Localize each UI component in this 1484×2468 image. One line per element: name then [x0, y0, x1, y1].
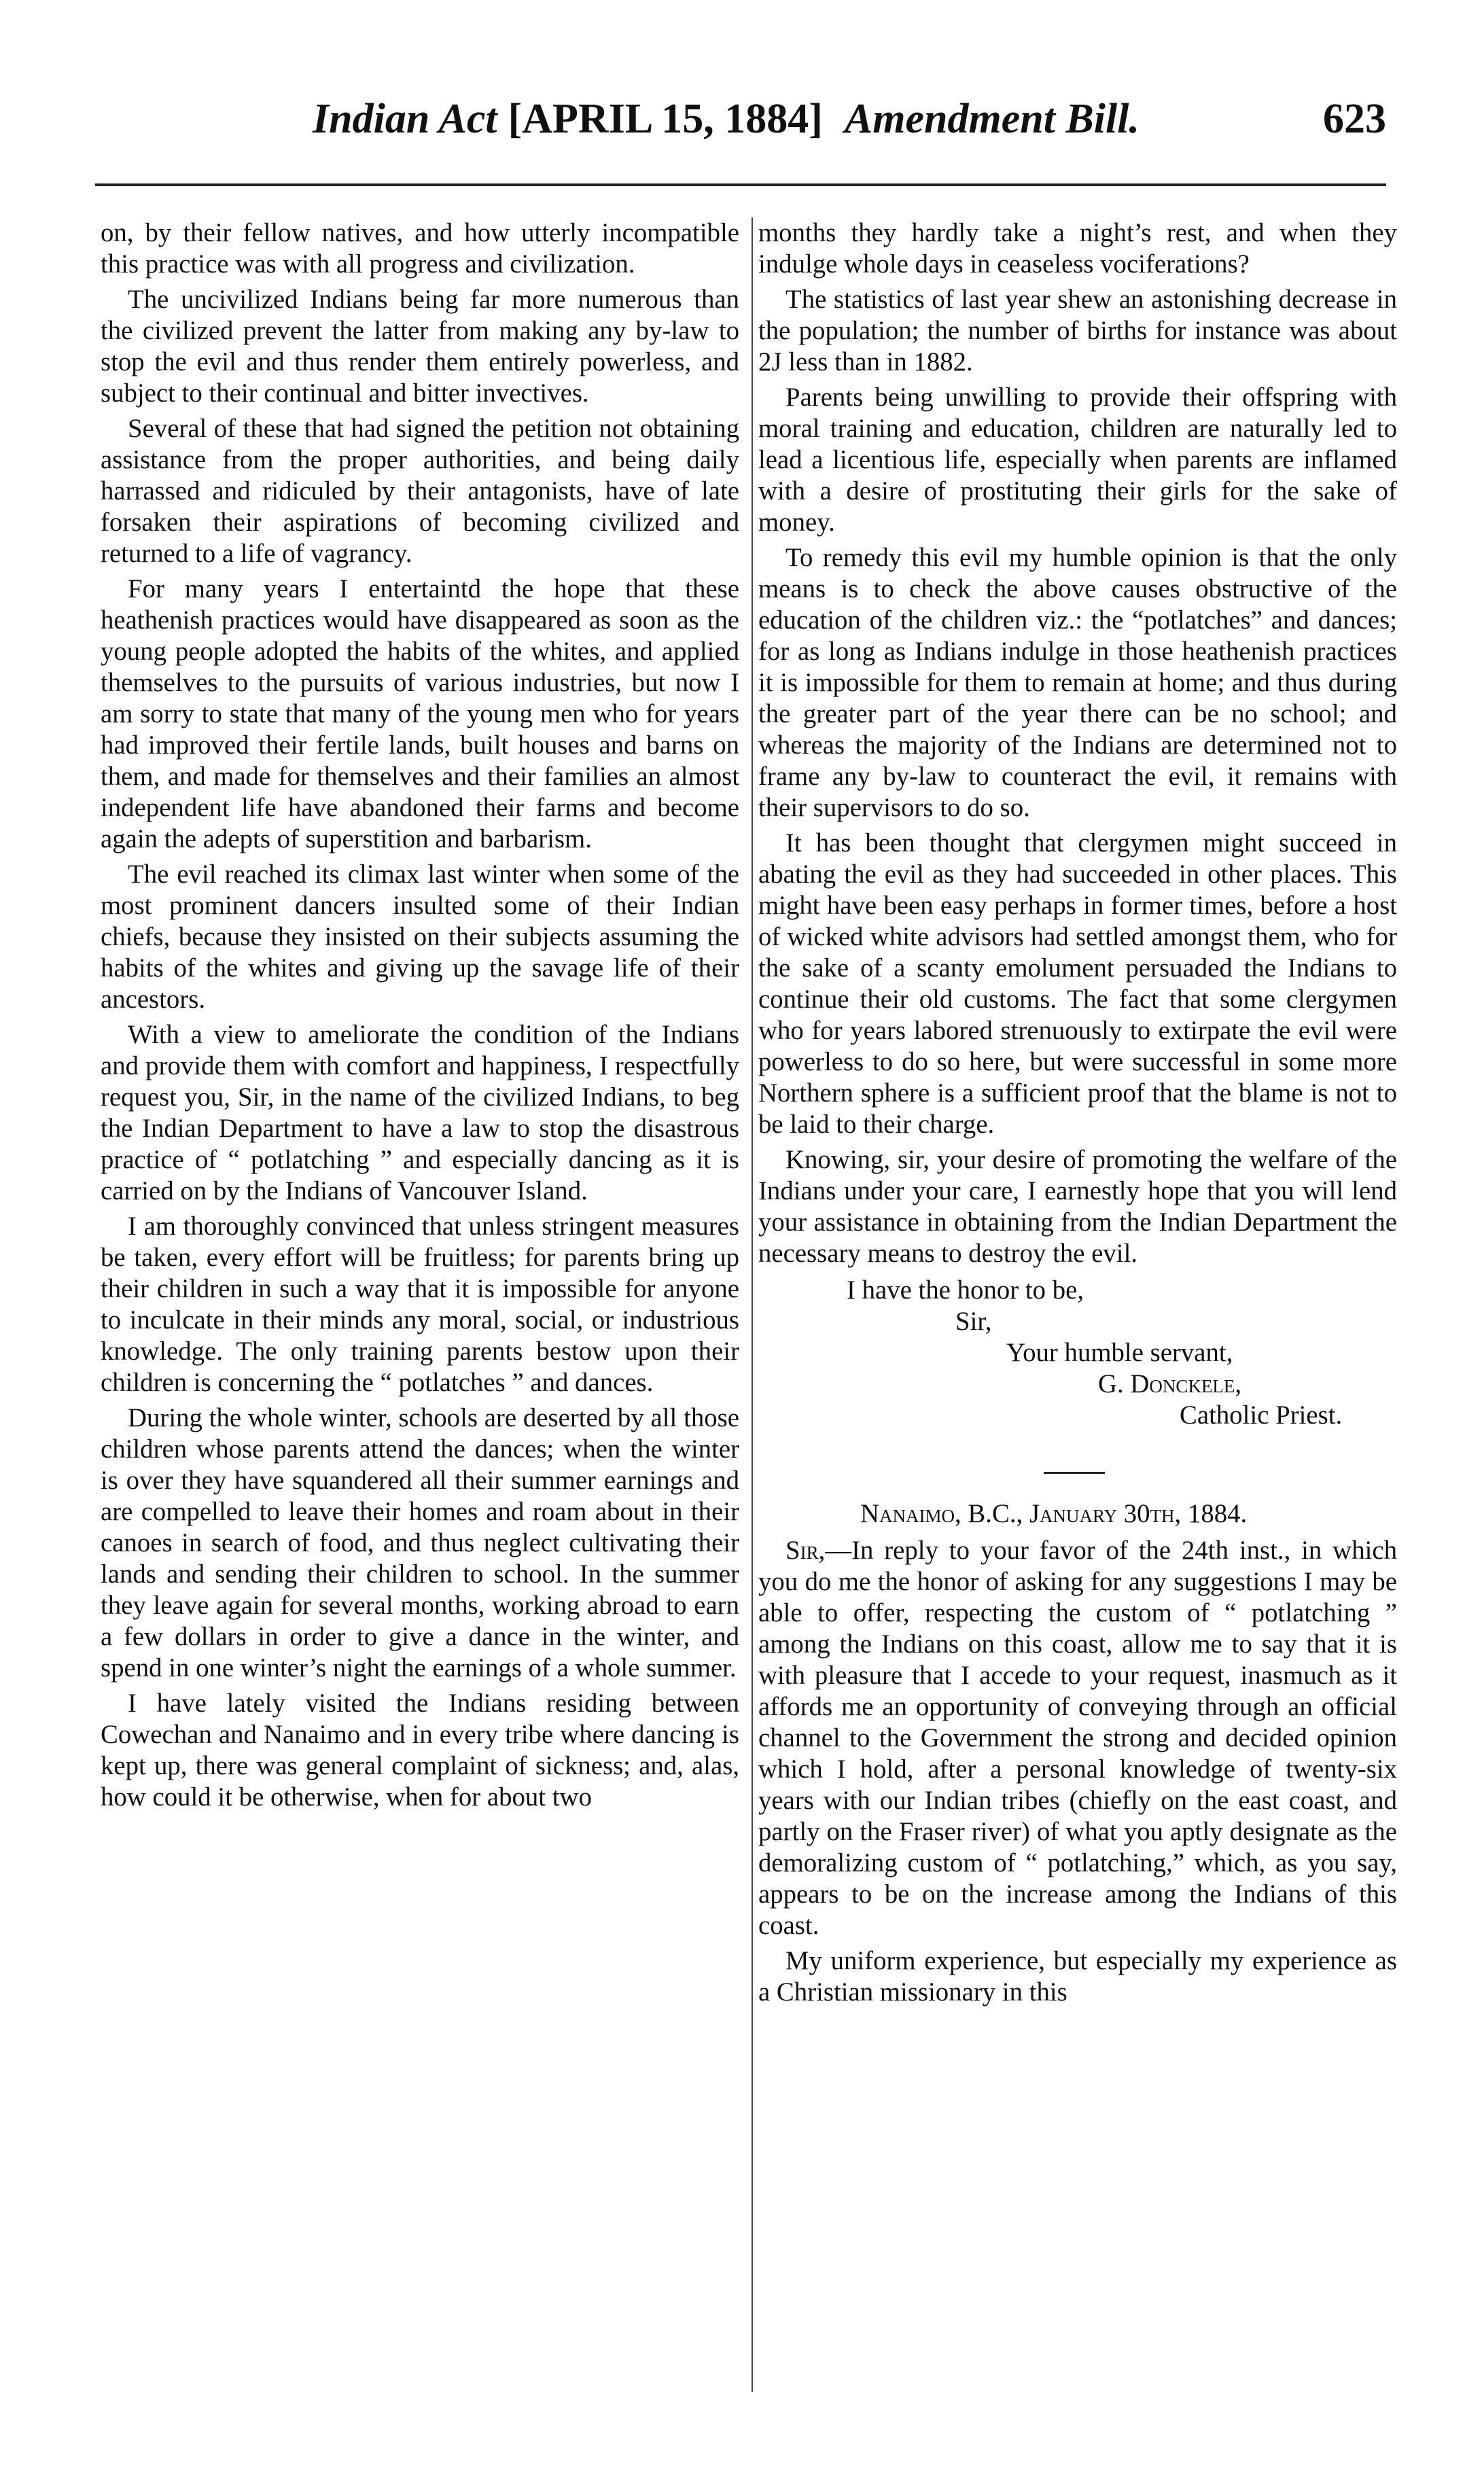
paragraph: I am thoroughly convinced that unless stringent measures be taken, every effort will be fruitless; for parents bring up their children in such a way that it is impossible for anyone to inculcate in their minds any moral, social, or industrious knowledge. The only training parents bestow upon their children is concerning the “ potlatches ” and dances.: [101, 1212, 739, 1397]
paragraph: I have lately visited the Indians residing between Cowechan and Nanaimo and in every tribe where dancing is kept up, there was general complaint of sickness; and, alas, how could it be otherwise, when for about two: [101, 1689, 739, 1812]
paragraph: Several of these that had signed the petition not obtaining assistance from the proper authorities, and being daily harrassed and ridiculed by their antagonists, have of late forsaken their aspirations of becoming civilized and returned to a life of vagrancy.: [101, 414, 739, 568]
paragraph: Knowing, sir, your desire of promoting the welfare of the Indians under your care, I earnestly hope that you will lend your assistance in obtaining from the Indian Department the necessary means to destroy the evil.: [758, 1145, 1397, 1268]
header-date: [APRIL 15, 1884]: [508, 96, 823, 142]
paragraph: My uniform experience, but especially my experience as a Christian missionary in this: [758, 1946, 1397, 2007]
closing-line: I have the honor to be,: [847, 1275, 1084, 1305]
paragraph: With a view to ameliorate the condition of the Indians and provide them with comfort and happiness, I respectfully request you, Sir, in the name of the civilized Indians, to beg the Indian Department to have a law to stop the disastrous practice of “ potlatching ” and especially dancing as it is carried on by the Indians of Vancouver Island.: [101, 1020, 739, 1205]
header-left-title: Indian Act: [313, 96, 497, 142]
paragraph: The evil reached its climax last winter when some of the most prominent dancers insulted some of their Indian chiefs, because they insisted on their subjects assuming the habits of the whites and giving up the savage life of their ancestors.: [101, 860, 739, 1014]
header-right-title: Amendment Bill.: [844, 96, 1140, 142]
closing-servant: Your humble servant,: [1006, 1338, 1233, 1367]
paragraph: It has been thought that clergymen might succeed in abating the evil as they had succeeded in other places. This might have been easy perhaps in former times, before a host of wicked white advisors had settled amongst them, who for the sake of a scanty emolument persuaded the Indians to continue their old customs. The fact that some clergymen who for years labored strenuously to extirpate the evil were powerless to do so here, but were successful in some more Northern sphere is a sufficient proof that the blame is not to be laid to their charge.: [758, 828, 1397, 1139]
paragraph: on, by their fellow natives, and how utterly incompatible this practice was with all progress and civilization.: [101, 218, 739, 279]
right-column: [758, 217, 1397, 2012]
signature-title: Catholic Priest.: [1180, 1400, 1343, 1430]
left-column: [101, 217, 739, 1817]
paragraph: For many years I entertaintd the hope that these heathenish practices would have disappeared as soon as the young people adopted the habits of the whites, and applied themselves to the pursuits of various industries, but now I am sorry to state that many of the young men who for years had improved their fertile lands, built houses and barns on them, and made for themselves and their families an almost independent life have abandoned their farms and become again the adepts of superstition and barbarism.: [101, 574, 739, 853]
closing-sir: Sir,: [955, 1307, 992, 1336]
running-header: [95, 92, 1386, 146]
paragraph: To remedy this evil my humble opinion is that the only means is to check the above causes obstructive of the education of the children viz.: the “potlatches” and dances; for as long as Indians indulge in those heathenish practices it is impossible for them to remain at home; and thus during the greater part of the year there can be no school; and whereas the majority of the Indians are determined not to frame any by-law to counteract the evil, it remains with their supervisors to do so.: [758, 543, 1397, 822]
paragraph: The uncivilized Indians being far more numerous than the civilized prevent the latter from making any by-law to stop the evil and thus render them entirely powerless, and subject to their continual and bitter invectives.: [101, 285, 739, 408]
header-title: [313, 92, 1140, 146]
salutation: Sir,: [785, 1536, 826, 1565]
letter-closing: [758, 1275, 1397, 1431]
paragraph-text: —In reply to your favor of the 24th inst., in which you do me the honor of asking for any suggestions I may be able to offer, respecting the custom of “ potlatching ” among the Indians on this coast, allow me to say that it is with pleasure that I accede to your request, inasmuch as it affords me an opportunity of conveying through an official channel to the Government the strong and decided opinion which I hold, after a personal knowledge of twenty-six years with our Indian tribes (chiefly on the east coast, and partly on the Fraser river) of what you aptly designate as the demoralizing custom of “ potlatching,” which, as you say, appears to be on the increase among the Indians of this coast.: [758, 1536, 1397, 1940]
dateline: Nanaimo, B.C., January 30th, 1884.: [860, 1499, 1248, 1528]
header-rule: [95, 183, 1386, 186]
paragraph: The statistics of last year shew an astonishing decrease in the population; the number of births for instance was about 2J less than in 1882.: [758, 285, 1397, 376]
signature: G. Donckele,: [1098, 1369, 1242, 1398]
paragraph: months they hardly take a night’s rest, and when they indulge whole days in ceaseless vociferations?: [758, 218, 1397, 279]
paragraph: Parents being unwilling to provide their offspring with moral training and education, children are naturally led to lead a licentious life, especially when parents are inflamed with a desire of prostituting their girls for the sake of money.: [758, 383, 1397, 537]
column-divider: [752, 217, 753, 2392]
section-separator: [1044, 1472, 1105, 1474]
paragraph: During the whole winter, schools are deserted by all those children whose parents attend the dances; when the winter is over they have squandered all their summer earnings and are compelled to leave their homes and roam about in their canoes in search of food, and thus neglect cultivating their lands and sending their children to school. In the summer they leave again for several months, working abroad to earn a few dollars in order to give a dance in the winter, and spend in one winter’s night the earnings of a whole summer.: [101, 1403, 739, 1682]
page-number: 623: [1323, 96, 1386, 142]
paragraph: [758, 1535, 1397, 1941]
